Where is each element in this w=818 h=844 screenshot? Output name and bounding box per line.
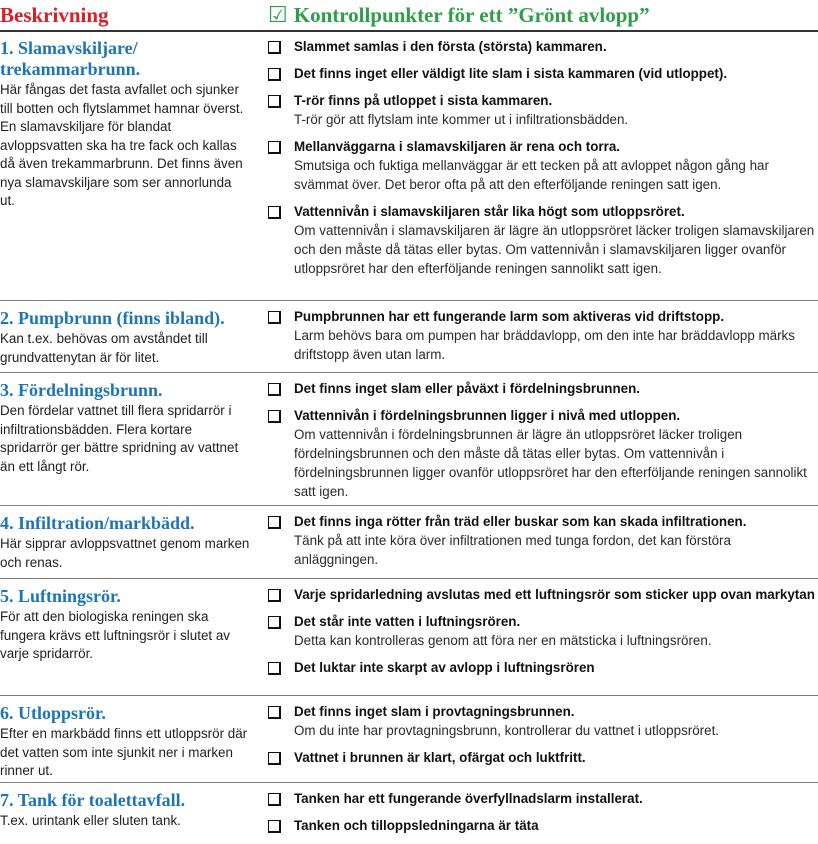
checklist-item <box>268 380 816 398</box>
checklist-item-title: Det finns inget slam i provtagningsbrunnen. <box>294 704 575 719</box>
checkbox[interactable] <box>268 410 281 423</box>
divider-line <box>0 695 818 696</box>
checklist-item-note: Om du inte har provtagningsbrunn, kontrollerar du vattnet i utloppsröret. <box>294 723 720 738</box>
section-description <box>0 586 250 664</box>
section-title: 1. Slamavskiljare/ trekammarbrunn. <box>0 38 141 79</box>
checklist <box>268 308 816 373</box>
checklist-item-title: Vattennivån i fördelningsbrunnen ligger i nivå med utloppen. <box>294 408 681 423</box>
section-title: 3. Fördelningsbrunn. <box>0 380 163 400</box>
section-title: 6. Utloppsrör. <box>0 703 106 723</box>
checkbox[interactable] <box>268 662 281 675</box>
checkbox[interactable] <box>268 68 281 81</box>
checklist-item <box>268 38 816 56</box>
checklist <box>268 703 816 776</box>
checklist-item-title: Varje spridarledning avslutas med ett luftningsrör som sticker upp ovan markytan <box>294 587 815 602</box>
checkbox[interactable] <box>268 616 281 629</box>
section-text: T.ex. urintank eller sluten tank. <box>0 813 181 828</box>
section-description <box>0 308 250 367</box>
checklist-item-note: Om vattennivån i fördelningsbrunnen är lägre än utloppsröret läcker troligen fördelningsbrunnen och den måste då tätas eller bytas. Om vattennivån i fördelningsbrunnen ligger ovanför utloppsröret har den efterföljande reningen sannolikt satt igen. <box>294 427 807 499</box>
checklist <box>268 790 816 844</box>
section-description <box>0 513 250 572</box>
checkbox[interactable] <box>268 95 281 108</box>
checklist-item <box>268 513 816 569</box>
section-description <box>0 38 250 211</box>
checklist-item-note: T-rör gör att flytslam inte kommer ut i infiltrationsbädden. <box>294 112 629 127</box>
checkbox[interactable] <box>268 383 281 396</box>
checklist-item-title: Det finns inga rötter från träd eller buskar som kan skada infiltrationen. <box>294 514 747 529</box>
checklist <box>268 38 816 287</box>
checklist-item-title: Pumpbrunnen har ett fungerande larm som aktiveras vid driftstopp. <box>294 309 725 324</box>
checkbox[interactable] <box>268 589 281 602</box>
checklist-item-title: Det finns inget eller väldigt lite slam i sista kammaren (vid utloppet). <box>294 66 728 81</box>
checklist-item-title: Det står inte vatten i luftningsrören. <box>294 614 521 629</box>
section-title: 4. Infiltration/markbädd. <box>0 513 195 533</box>
section-text: Kan t.ex. behövas om avståndet till grundvattenytan är för litet. <box>0 331 208 365</box>
checklist-item <box>268 407 816 501</box>
section-text: Den fördelar vattnet till flera spridarrör i infiltrationsbädden. Flera kortare spridarrör ger bättre spridning av vattnet än ett långt rör. <box>0 403 239 474</box>
checklist-item <box>268 703 816 740</box>
section-description <box>0 703 250 781</box>
checklist-item <box>268 790 816 808</box>
section-description <box>0 790 250 831</box>
checklist-item-title: Tanken har ett fungerande överfyllnadslarm installerat. <box>294 791 643 806</box>
column-heading-checkpoints <box>268 0 650 30</box>
checklist-item-note: Om vattennivån i slamavskiljaren är lägre än utloppsröret läcker troligen slamavskiljaren och den måste då tätas eller bytas. Om vattennivån i slamavskiljaren ligger ovanför utloppsröret har den efterföljande reningen sannolikt satt igen. <box>294 223 815 276</box>
section-text: För att den biologiska reningen ska fungera krävs ett luftningsrör i slutet av varje spridarrör. <box>0 609 230 661</box>
section-text: Här fångas det fasta avfallet och sjunker till botten och flytslammet hamnar överst. En slamavskiljare för blandat avloppsvatten ska ha tre fack och kallas då även trekammarbrunn. Det finns även nya slamavskiljare som ser annorlunda ut. <box>0 82 244 208</box>
divider-line <box>0 30 818 32</box>
checklist-item <box>268 586 816 604</box>
checklist-item <box>268 92 816 129</box>
checkbox[interactable] <box>268 793 281 806</box>
checklist-item <box>268 749 816 767</box>
divider-line <box>0 300 818 301</box>
section-title: 5. Luftningsrör. <box>0 586 121 606</box>
checkbox[interactable] <box>268 311 281 324</box>
checklist-item-title: Vattnet i brunnen är klart, ofärgat och luktfritt. <box>294 750 586 765</box>
checkbox[interactable] <box>268 516 281 529</box>
checklist-item-title: T-rör finns på utloppet i sista kammaren. <box>294 93 553 108</box>
checklist-item-title: Mellanväggarna i slamavskiljaren är rena och torra. <box>294 139 620 154</box>
section-title: 2. Pumpbrunn (finns ibland). <box>0 308 225 328</box>
checkbox[interactable] <box>268 706 281 719</box>
divider-line <box>0 578 818 579</box>
checkbox[interactable] <box>268 141 281 154</box>
checkbox[interactable] <box>268 820 281 833</box>
checklist-item-title: Slammet samlas i den första (största) kammaren. <box>294 39 607 54</box>
column-heading-checkpoints-text: Kontrollpunkter för ett ”Grönt avlopp” <box>293 3 650 27</box>
checkmark-icon: ☑ <box>268 3 288 28</box>
checkbox[interactable] <box>268 206 281 219</box>
checkbox[interactable] <box>268 752 281 765</box>
section-title: 7. Tank för toalettavfall. <box>0 790 186 810</box>
checklist-item <box>268 659 816 677</box>
divider-line <box>0 782 818 783</box>
checklist <box>268 513 816 578</box>
section-text: Efter en markbädd finns ett utloppsrör där det vatten som inte sjunkit ner i marken rinner ut. <box>0 726 248 778</box>
checklist-item-title: Vattennivån i slamavskiljaren står lika högt som utloppsröret. <box>294 204 685 219</box>
checklist-item <box>268 613 816 650</box>
checklist <box>268 586 816 686</box>
section-text: Här sipprar avloppsvattnet genom marken och renas. <box>0 536 250 570</box>
checklist-item-note: Larm behövs bara om pumpen har bräddavlopp, om den inte har bräddavlopp märks driftstopp även utan larm. <box>294 328 795 362</box>
checklist-item-note: Tänk på att inte köra över infiltrationen med tunga fordon, det kan förstöra anläggningen. <box>294 533 731 567</box>
checklist-item <box>268 138 816 194</box>
checklist-item-title: Tanken och tilloppsledningarna är täta <box>294 818 539 833</box>
checklist-item <box>268 65 816 83</box>
checklist-item <box>268 308 816 364</box>
section-description <box>0 380 250 476</box>
checklist-item-note: Detta kan kontrolleras genom att föra ner en mätsticka i luftningsrören. <box>294 633 712 648</box>
checkbox[interactable] <box>268 41 281 54</box>
checklist-item-title: Det finns inget slam eller påväxt i fördelningsbrunnen. <box>294 381 640 396</box>
checklist-item <box>268 203 816 278</box>
checklist-item-title: Det luktar inte skarpt av avlopp i luftningsrören <box>294 660 595 675</box>
checklist-item <box>268 817 816 835</box>
column-heading-description: Beskrivning <box>0 3 109 27</box>
checklist-item-note: Smutsiga och fuktiga mellanväggar är ett tecken på att avloppet någon gång har svämmat över. Det beror ofta på att den efterföljande reningen satt igen. <box>294 158 769 192</box>
checklist <box>268 380 816 510</box>
